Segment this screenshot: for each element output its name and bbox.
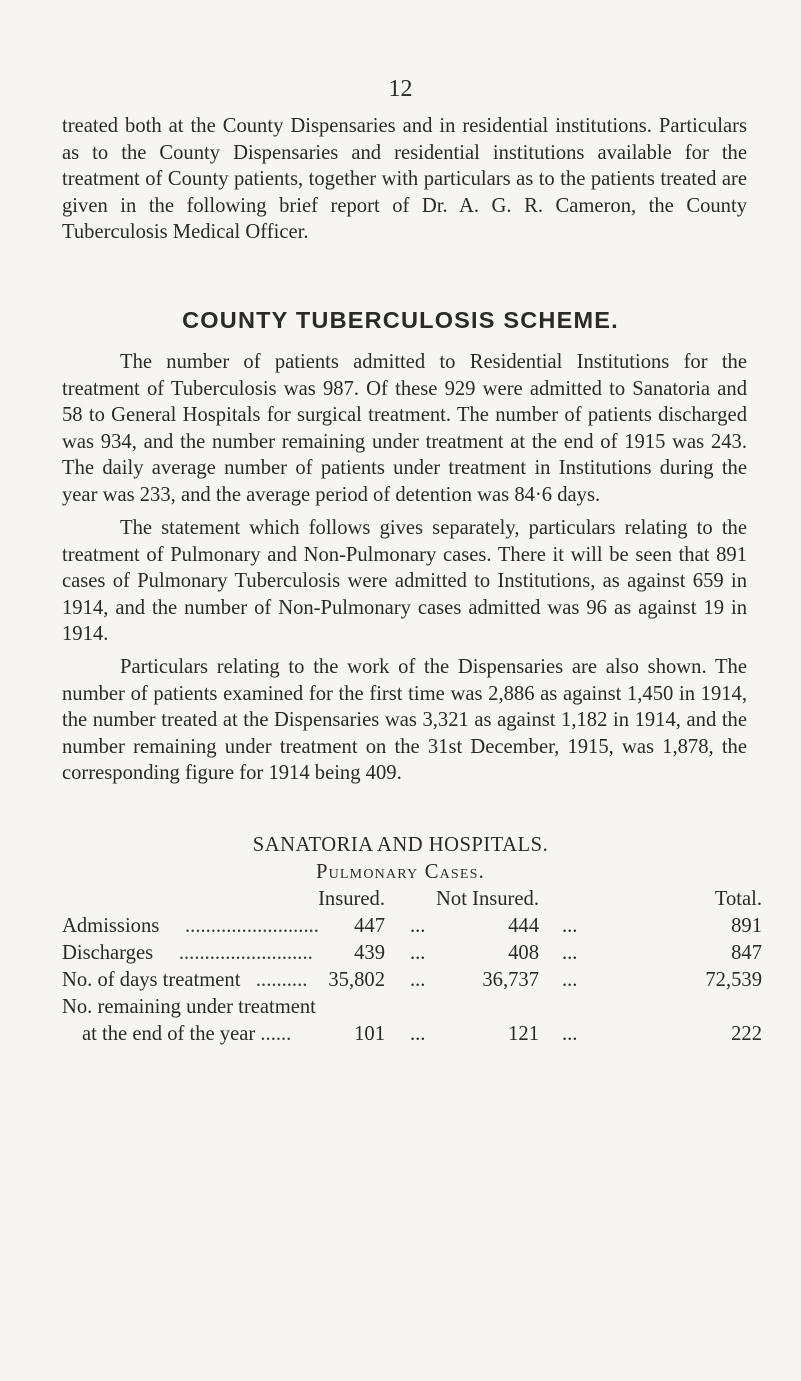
cell-separator: ... bbox=[410, 942, 426, 964]
cell-total: 72,539 bbox=[705, 969, 762, 991]
row-label: Admissions .......................... bbox=[62, 915, 319, 937]
row-label: No. remaining under treatment bbox=[62, 996, 316, 1018]
cell-not-insured: 408 bbox=[508, 942, 539, 964]
paragraph-admissions bbox=[62, 349, 747, 509]
row-label: at the end of the year ...... bbox=[82, 1023, 292, 1045]
cell-insured: 447 bbox=[354, 915, 385, 937]
intro-paragraph bbox=[62, 113, 747, 246]
paragraph-text: The number of patients admitted to Residential Institutions for the treatment of Tuberculosis was 987. Of these 929 were admitted to Sanatoria and 58 to General Hospitals for surgical treatment. The number of patients discharged was 934, and the number remaining under treatment at the end of 1915 was 243. The daily average number of patients under treatment in Institutions during the year was 233, and the average period of detention was 84·6 days. bbox=[62, 351, 747, 506]
page-number: 12 bbox=[388, 76, 413, 102]
table-row bbox=[62, 915, 762, 942]
table-header-row bbox=[62, 888, 762, 915]
cell-separator: ... bbox=[562, 942, 578, 964]
cell-separator: ... bbox=[562, 1023, 578, 1045]
paragraph-text: Particulars relating to the work of the Dispensaries are also shown. The number of patients examined for the first time was 2,886 as against 1,450 in 1914, the number treated at the Dispensaries was 3,321 as against 1,182 in 1914, and the number remaining under treatment on the 31st December, 1915, was 1,878, the corresponding figure for 1914 being 409. bbox=[62, 656, 747, 785]
paragraph-text: The statement which follows gives separately, particulars relating to the treatment of Pulmonary and Non-Pulmonary cases. There it will be seen that 891 cases of Pulmonary Tuberculosis were admitted to Institutions, as against 659 in 1914, and the number of Non-Pulmonary cases admitted was 96 as against 19 in 1914. bbox=[62, 517, 747, 646]
intro-text: treated both at the County Dispensaries and in residential institutions. Particulars as to the County Dispensaries and residential institutions available for the treatment of County patients, together with particulars as to the patients treated are given in the following brief report of Dr. A. G. R. Cameron, the County Tuberculosis Medical Officer. bbox=[62, 115, 747, 244]
cell-insured: 35,802 bbox=[328, 969, 385, 991]
cell-insured: 101 bbox=[354, 1023, 385, 1045]
cell-separator: ... bbox=[410, 969, 426, 991]
paragraph-dispensaries bbox=[62, 654, 747, 787]
cell-not-insured: 444 bbox=[508, 915, 539, 937]
section-heading: COUNTY TUBERCULOSIS SCHEME. bbox=[182, 307, 619, 333]
cell-separator: ... bbox=[410, 1023, 426, 1045]
table-row bbox=[62, 969, 762, 996]
column-header-total: Total. bbox=[714, 888, 762, 910]
cell-not-insured: 36,737 bbox=[482, 969, 539, 991]
table-row bbox=[62, 996, 762, 1023]
row-label: No. of days treatment .......... bbox=[62, 969, 308, 991]
cell-total: 847 bbox=[731, 942, 762, 964]
cell-separator: ... bbox=[562, 969, 578, 991]
cell-separator: ... bbox=[410, 915, 426, 937]
cell-separator: ... bbox=[562, 915, 578, 937]
table-subtitle: Pulmonary Cases. bbox=[315, 861, 486, 883]
column-header-insured: Insured. bbox=[318, 888, 385, 910]
cell-total: 891 bbox=[731, 915, 762, 937]
table-row bbox=[62, 942, 762, 969]
table-title: SANATORIA AND HOSPITALS. bbox=[252, 834, 549, 856]
paragraph-pulmonary bbox=[62, 515, 747, 648]
row-label: Discharges .......................... bbox=[62, 942, 313, 964]
table-row bbox=[62, 1023, 762, 1050]
cell-insured: 439 bbox=[354, 942, 385, 964]
cell-total: 222 bbox=[731, 1023, 762, 1045]
column-header-not-insured: Not Insured. bbox=[436, 888, 539, 910]
cell-not-insured: 121 bbox=[508, 1023, 539, 1045]
